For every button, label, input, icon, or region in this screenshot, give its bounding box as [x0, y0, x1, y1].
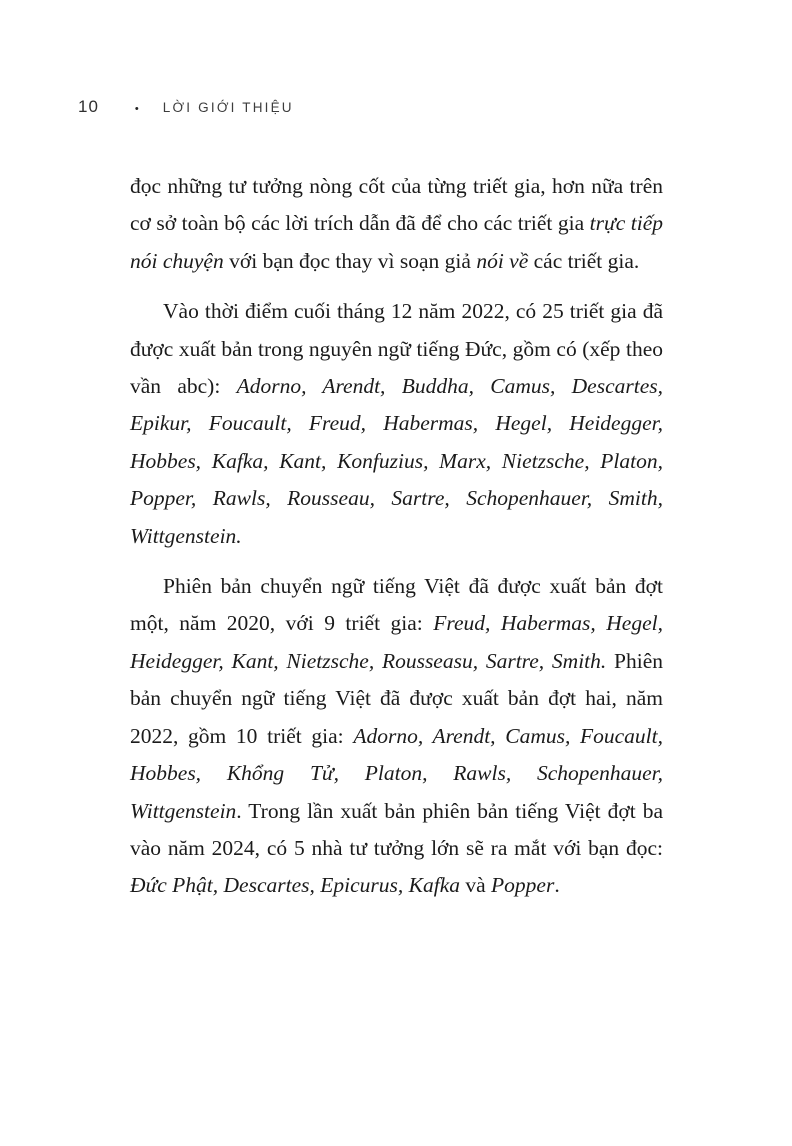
- paragraph: [130, 293, 663, 555]
- italic-text-run: Popper: [491, 873, 555, 898]
- italic-text-run: Freud, Habermas, Hegel, Heidegger, Kant, Nietzsche, Rousseasu, Sartre, Smith.: [130, 611, 663, 673]
- italic-text-run: trực tiếp nói chuyện: [130, 211, 663, 273]
- paragraph: [130, 168, 663, 280]
- text-run: và: [460, 873, 492, 898]
- chapter-title: LỜI GIỚI THIỆU: [162, 100, 294, 115]
- text-run: .: [554, 873, 560, 898]
- page-number: 10: [78, 97, 99, 116]
- text-run: Vào thời điểm cuối tháng 12 năm 2022, có 25 triết gia đã được xuất bản trong nguyên ngữ tiếng Đức, gồm có (xếp theo vần abc):: [130, 299, 663, 399]
- italic-text-run: nói về: [476, 248, 529, 273]
- text-run: Phiên bản chuyển ngữ tiếng Việt đã được xuất bản đợt một, năm 2020, với 9 triết gia:: [130, 574, 663, 636]
- italic-text-run: Đức Phật, Descartes, Epicurus, Kafka: [130, 873, 460, 898]
- page-body: [130, 168, 663, 905]
- italic-text-run: Adorno, Arendt, Buddha, Camus, Descartes, Epikur, Foucault, Freud, Habermas, Hegel, Heidegger, Hobbes, Kafka, Kant, Konfuzius, Marx, Nietzsche, Platon, Popper, Rawls, Rousseau, Sartre, Schopenhauer, Smith, Wittgenstein.: [130, 374, 663, 548]
- italic-text-run: Adorno, Arendt, Camus, Foucault, Hobbes, Khổng Tử, Platon, Rawls, Schopenhauer, Wittgenstein: [130, 723, 664, 823]
- text-run: với bạn đọc thay vì soạn giả: [223, 248, 477, 273]
- page-header: [78, 97, 294, 117]
- text-run: các triết gia.: [528, 248, 640, 273]
- text-run: đọc những tư tưởng nòng cốt của từng triết gia, hơn nữa trên cơ sở toàn bộ các lời trích dẫn đã để cho các triết gia: [130, 174, 663, 236]
- paragraph: [130, 568, 663, 905]
- text-run: . Trong lần xuất bản phiên bản tiếng Việt đợt ba vào năm 2024, có 5 nhà tư tưởng lớn sẽ ra mắt với bạn đọc:: [130, 798, 663, 860]
- header-bullet-separator: •: [134, 103, 139, 115]
- text-run: Phiên bản chuyển ngữ tiếng Việt đã được xuất bản đợt hai, năm 2022, gồm 10 triết gia:: [130, 648, 663, 748]
